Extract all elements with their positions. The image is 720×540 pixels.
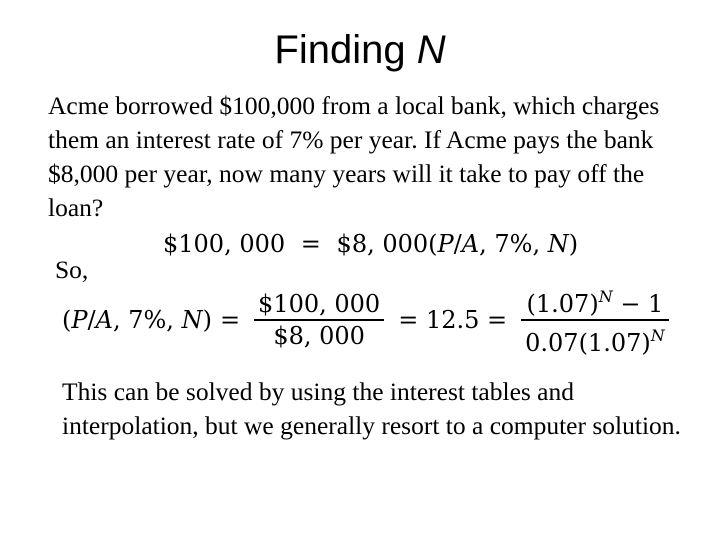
fraction-loan-over-payment	[254, 289, 384, 351]
fraction1-denominator: $8, 000	[273, 322, 365, 350]
eq1-factor-rate: , 7%,	[479, 230, 548, 258]
conclusion-text: This can be solved by using the interest tables and interpolation, but we generally resort to a computer solution.	[62, 377, 681, 440]
eq2-equals: =	[219, 306, 241, 334]
eq1-factor-sep: /	[453, 230, 462, 258]
fraction2-denominator: $0.07(1.07)^N$	[525, 326, 665, 357]
eq1-factor-p: P	[437, 230, 454, 258]
eq1-equals: =	[300, 230, 321, 258]
eq2-result: = 12.5 =	[398, 306, 508, 334]
title-variable: N	[416, 28, 446, 72]
equation-factor	[62, 286, 675, 357]
fraction-annuity-formula	[521, 282, 669, 358]
eq1-factor-n: N	[547, 230, 569, 258]
eq1-lhs: $100, 000	[163, 230, 286, 258]
title-text: Finding	[274, 28, 417, 72]
fraction1-numerator: $100, 000	[258, 290, 381, 318]
eq1-factor-a: A	[461, 230, 480, 258]
slide-title	[0, 26, 720, 74]
fraction2-numerator: $(1.07)^N - 1$	[526, 287, 664, 318]
so-label: So,	[55, 255, 89, 284]
eq1-amount: $8, 000(	[336, 230, 438, 258]
eq1-close: )	[568, 230, 579, 258]
eq2-lhs: (P/A, 7%, N)	[62, 306, 212, 334]
equation-payment	[163, 232, 578, 256]
problem-statement: Acme borrowed $100,000 from a local bank, which charges them an interest rate of 7% per year. If Acme pays the bank $8,000 per year, now many years will it take to pay off the loan?	[48, 91, 660, 222]
